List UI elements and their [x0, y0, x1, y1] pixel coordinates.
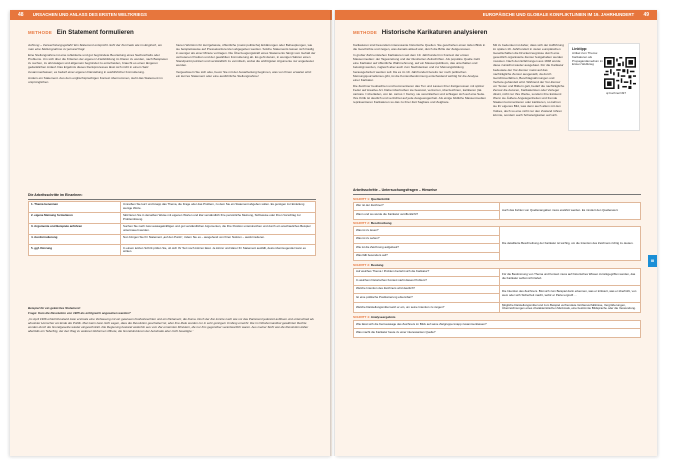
table-row	[29, 245, 316, 256]
hint: Mögliche Darstellungsmittel und zum Beispiel verfremdete Größenverhältnisse, Vergrößerungen, Überzeichnungen eines charakteristischen Merkmals, eine bestimmte Bildsprache oder die Verwendung.	[500, 302, 641, 313]
example-question: Frage: Kam die Revolution von 1905 als erfolgreich angesehen werden?	[28, 311, 131, 315]
intro-paragraph: Anders ein Statement. Aus dem englischsprachigen Kontext übernommen, steht das Statement im ursprünglichen	[28, 75, 163, 84]
chapter-side-tab[interactable]: III	[648, 255, 657, 267]
step-text: Suchen Sie nach zwei aussagekräftigen und gut verständlichen Argumenten, die Ihre Position unterstreichen und durch ein anschauliches Beispiel untermauert werden.	[121, 223, 316, 234]
text-column-1	[353, 43, 486, 183]
table-row	[29, 234, 316, 245]
paragraph: Karikaturen sind besonders interessante historische Quellen. Sie geschehen einen tiefen Blick in die Geschichte und zeigen, was damals aktuell war, durch die Brille der Zeitgenossen.	[353, 43, 486, 52]
text-column-2-continued	[493, 135, 641, 183]
question: Was fällt besonders auf?	[354, 252, 500, 261]
table-row	[354, 227, 641, 236]
link-tip-code: qr.buchner/497	[606, 91, 627, 95]
table-row	[354, 329, 641, 338]
right-page	[335, 10, 657, 456]
example-label: Beispiel für ein gekürztes Statement:	[28, 306, 81, 310]
step-name: 4. Ausformulierung	[29, 234, 121, 245]
left-page	[10, 10, 332, 456]
table-row	[354, 320, 641, 329]
question: In welchem historischen Kontext steht dieses Problem?	[354, 277, 500, 286]
hint: Auch das Fehlen von Quellenangaben muss erwähnt werden. Es mindert den Quellenwert.	[500, 202, 641, 219]
analysis-heading: Arbeitsschritte – Untersuchungsfragen – Hinweise	[353, 188, 438, 192]
qr-code-icon[interactable]	[604, 57, 636, 89]
step-4-table	[353, 320, 641, 338]
method-tag: METHODE	[353, 30, 378, 35]
example-block	[28, 306, 316, 375]
step-name: 5. ggf. Kürzung	[29, 245, 121, 256]
table-row	[29, 212, 316, 223]
question: Wer ist der Zeichner?	[354, 202, 500, 211]
intro-column-1	[28, 43, 168, 189]
link-tip-text: Artikel zum Thema: Karikaturen als Propagandamedium im Ersten Weltkrieg	[572, 51, 604, 67]
example-body: „Im April 1906 erhielt Russland zwar erstmals eine Verfassung mit ein gewissen Freiheitsrechten und ein Parlament, die Duma. Doch der Zar konnte nach wie vor das Parlament jederzeit auflösen und unterschied als absoluter Herrscher am Ende die Politik. Man kann zwar nicht sagen, dass die Revolution gescheitert ist, aber ihre Ziele wurden nur in sehr geringem Umfang erreicht. Die im Oktobermanifest gewährten Rechte wurden durch die Grundgesetze wieder eingeschränkt. Die Regierung bestand weiterhin aus vom Zar ernannten Ministern, die nur ihm gegenüber verantwortlich waren. Aus meiner Sicht war die Revolution daher allenfalls ein Teilerfolg, der den Weg zu weiteren Reformen öffnete, die Grundstrukturen der Autokratie aber nicht beseitigte.“	[28, 317, 314, 333]
page-number: 48	[18, 12, 24, 18]
step-text: Nun bringen Sie Ihr Statement „auf den Punkt“, indem Sie es – ausgehend von Ihren Notizen – ausformulieren.	[121, 234, 316, 245]
analysis-steps	[353, 195, 641, 338]
step-2-table	[353, 226, 641, 261]
step-name: 2. eigene Meinung formulieren	[29, 212, 121, 223]
chapter-title: EUROPÄISCHE UND GLOBALE KONFLIKTLINIEN IM 19. JAHRHUNDERT	[482, 12, 635, 17]
hint: Für die Bestimmung von Thema und Kontext muss auf historisches Wissen zurückgegriffen werden, das die Karikatur selbst nicht liefert.	[500, 268, 641, 285]
question: Was macht die Karikatur heute zu einer interessanten Quelle?	[354, 329, 641, 338]
question: Ist eine politische Positionierung erkennbar?	[354, 294, 500, 303]
page-number: 49	[643, 12, 649, 18]
table-row	[354, 202, 641, 211]
table-row	[29, 202, 316, 213]
section-title-text: Ein Statement formulieren	[56, 29, 134, 36]
hint: Die Intention des Zeichners. Bist sich zum Beispiel darin erkennen, was er kritisiert, was er überhöht, von wem oder sich Sicherheit macht, wofür er Partei ergreift …	[500, 285, 641, 302]
step-1-table	[353, 202, 641, 220]
intro-paragraph: Eine Stellungnahme ist eine reflektierte und gut begründete Beurteilung eines Sachverhalts oder Problems. Um sich über die Kriterien der eigenen Urteilsbildung im Klaren zu werden, nach Beispielen zu suchen, zu abzuwägen und allgemein begründet zu entscheiden, braucht es einen längeren gedanklichen Anlauf. Das Ergebnis dieses Denkprozesses lässt sich nicht in einem Satz zusammenfassen; es bedarf einer eigenen Darstellung in ausführlicher Formulierung.	[28, 53, 168, 74]
step-name: 1. Thema benennen	[29, 202, 121, 213]
question: Wie lässt sich die Kernaussage des Zeichners im Blick auf seine Zielgruppe knapp zusammenfassen?	[354, 320, 641, 329]
question: Wann und wo wurde die Karikatur veröffentlicht?	[354, 211, 500, 220]
right-page-header	[335, 10, 657, 20]
step-label: SCHRITT 4: Analyseergebnis	[353, 314, 396, 319]
step-text: Skizzieren Sie in derselben Weise mit eigenen Worten und klar verständlich Ihre persönliche Meinung, Sichtweise oder Ihren Vorschlag zur Problemlösung.	[121, 212, 316, 223]
question: Was ist zu lesen?	[354, 227, 500, 236]
step-name: 3. Argumente und Beispiele anführen	[29, 223, 121, 234]
section-title-text: Historische Karikaturen analysieren	[381, 29, 488, 36]
intro-paragraph: Vergewissern Sie sich also, bevor Sie mit der Ausarbeitung beginnen, was von Ihnen erwartet wird: ein kurzes Statement oder eine ausführliche Stellungnahme!	[176, 69, 312, 78]
method-tag: METHODE	[28, 30, 53, 35]
steps-table	[28, 201, 316, 256]
link-tip-title: Linktipp:	[572, 47, 588, 51]
intro-paragraph: Achtung – Verwechslungsgefahr! Ein Statement entspricht nicht der Kurzrede wie im Englisch, wo man eine Stellungnahme zu jemand fragt.	[28, 43, 162, 52]
table-row	[29, 223, 316, 234]
hint: Die detaillierte Beschreibung der Karikatur ist wichtig, um die Intention des Zeichners richtig zu deuten.	[500, 227, 641, 261]
question: Was ist zu sehen?	[354, 235, 500, 244]
step-label: SCHRITT 2: Beschreibung	[353, 221, 392, 225]
paragraph: Mit zu bedenken ist daher, dass sich der Aufführung im späten 19. Jahrhundert in vielen europäischen Gesellschaften die Druckerzeugnisse durch eine gesetzlich organisierte Zensur festgehalten werden mussten. Nach den Erfahrungen aus 1848 wurde diese zunächst wieder ausgebaut. Für die Karikatur bedeutete der Vor-Zensur meist auf das nachträgliche Zensur ausgestellt, da durch Gerichtsverfahren, Beschlagnahmungen und Verbote gehandelt wird. Während der Vor-Zensur vor Texten und Bildern galt, bedarf die nachträgliche Zensur die Autoren, Karikaturisten oder Verleger direkt, nicht nur ihre Werke, sondern ihre Existenz. Wenn sie Äußere Angelegenheiten und fremde Staaten kommentieren oder karikieren, so kehren sie ihr eigenes Bild, was denn auch allem mit den Volkes, doch so eine nicht nur den Zustand rühren könnte, sondern auch Schwierigkeiten auf sich.	[493, 43, 565, 117]
table-row	[354, 302, 641, 313]
table-row	[354, 268, 641, 277]
intro-paragraph: hieren Wortsinn für kurzgefasste, öffentliche (meist politische) Erklärungen oder Behauptungen, wie sie beispielsweise auf Pressekonferenzen abgegeben werden. Solche Statements lassen sich häufig in weniger als einer Minute vortragen. Die Überzeugungskraft eines Statements hängt vom Gehalt der vertretenen Position und der gewählten Formulierung ab. Es geht darum, in wenigen Sätzen einen Standpunkt pointiert und verständlich zu vermitteln, wobei die wichtigsten Argumente nur angedeutet werden.	[176, 43, 316, 68]
steps-heading: Die Arbeitsschritte im Einzelnen:	[28, 193, 83, 197]
left-page-header	[10, 10, 332, 20]
section-title	[28, 29, 134, 36]
table-row	[354, 285, 641, 294]
question: Wie ist die Zeichnung aufgebaut?	[354, 244, 500, 253]
intro-column-2	[176, 43, 316, 189]
link-tip-box[interactable]	[568, 43, 640, 131]
divider	[28, 199, 316, 200]
step-label: SCHRITT 1: Quellenkritik	[353, 196, 390, 201]
question: Welche Darstellungsmittel setzt er ein, um seine Intention zu zeigen?	[354, 302, 500, 313]
paragraph: In großer Zahl entstehen Karikaturen seit dem 19. Jahrhundert im Kontext der ersten Massenmedien: der Tageszeitung und der illustrierten Zeitschriften. Als populäre Quelle zieht eine Karikatur auf öffentliche Wahrnehmung, auf ein Massenpublikum, das unterhalten und belustigt werden, zugleich aber auch zum Nachdenken und zur Meinungsbildung herausgefordert werden soll. Da es im 19. Jahrhundert bereits nur noch politischen Meinungsjournalismus gibt, ist die Kontextbestimmung entscheidend wichtig für die Analyse einer Karikatur.	[353, 53, 481, 82]
text-column-2	[493, 43, 565, 135]
step-text: Umreißen Sie kurz und knapp das Thema, die Frage oder das Problem, zu dem Sie ein Statement abgeben sollen. Es genügen zur Einleitung wenige Worte.	[121, 202, 316, 213]
step-3-table	[353, 268, 641, 314]
paragraph: Die Zeichner beobachten und kommentieren das Tun und Lassen ihrer Zeitgenossen mit spitzer Feder auf kreative Art. Dabei übertreiben sie bewusst, verzerren, überzeichnen, karikieren (lat. caricare = überladen, von lat. carrus = Karre), sie vereinfachen und schlagen sich auf eine Seite. Ihre Kritik ist deutlich und verzichtet auf jede Ausgewogenheit. Als einige bildliche Massenmedien repräsentieren Karikaturen so das zu ihrer Zeit Sagbare und Zeigbare.	[353, 83, 486, 105]
step-text: In einem letzten Schritt prüfen Sie, ob sich Ihr Text noch kürzen lässt. Je kürzer und klarer Ihr Statement ausfällt, desto überzeugender kann es wirken.	[121, 245, 316, 256]
chapter-title: URSACHEN UND ANLASS DES ERSTEN WELTKRIEGS	[32, 12, 147, 17]
question: Auf welches Thema / Problem bezieht sich die Karikatur?	[354, 268, 500, 277]
section-title	[353, 29, 487, 36]
question: Welche Intention des Zeichners wird deutlich?	[354, 285, 500, 294]
step-label: SCHRITT 3: Deutung	[353, 262, 384, 267]
